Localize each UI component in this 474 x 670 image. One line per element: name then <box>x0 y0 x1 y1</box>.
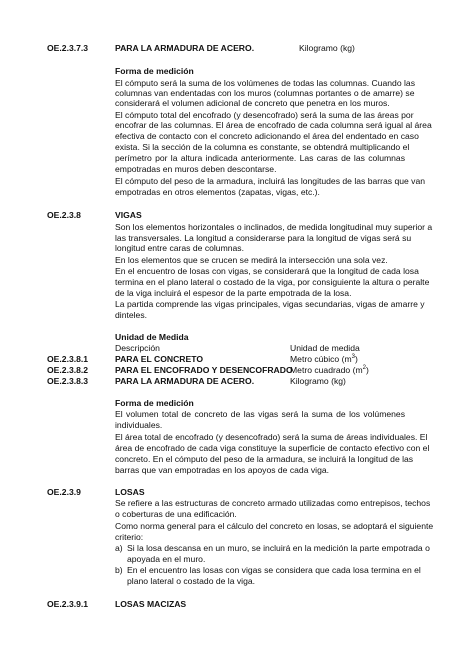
paragraph-line: barras que van empotradas en los apoyos de cada viga. <box>115 465 330 475</box>
paragraph-line: efectiva de contacto con el concreto adicionando el área del endentado en caso <box>115 131 419 141</box>
section-title: LOSAS MACIZAS <box>115 599 187 609</box>
table-row-desc: PARA LA ARMADURA DE ACERO. <box>115 376 255 386</box>
paragraph-line: El cómputo será la suma de los volúmenes de todas las columnas. Cuando las <box>115 78 415 88</box>
list-item-line: plano lateral o costado de la viga. <box>127 576 256 586</box>
paragraph-line: Son los elementos horizontales o inclinados, de medida longitudinal muy superior a <box>115 222 433 232</box>
paragraph-line: empotradas en muros deben descontarse. <box>115 164 277 174</box>
paragraph-line: columnas van endentadas con los muros (columnas portantes o de amarre) se <box>115 88 415 98</box>
paragraph-line: individuales. <box>115 420 163 430</box>
list-marker: a) <box>115 543 123 553</box>
table-row-code: OE.2.3.8.3 <box>47 376 89 386</box>
paragraph-line: Se refiere a las estructuras de concreto armado utilizadas como entrepisos, techos <box>115 498 431 508</box>
paragraph-line: termina en el plano lateral o costado de la viga, por consiguiente la altura o peralte <box>115 277 430 287</box>
table-row-unit: Kilogramo (kg) <box>290 376 346 386</box>
paragraph-line: La partida comprende las vigas principales, vigas secundarias, vigas de amarre y <box>115 299 425 309</box>
paragraph-line: criterio: <box>115 532 144 542</box>
section-title: VIGAS <box>115 210 142 220</box>
forma-medicion-heading: Forma de medición <box>115 66 194 76</box>
list-marker: b) <box>115 565 123 575</box>
paragraph-line: las transversales. La longitud a considerarse para la longitud de vigas será su <box>115 233 412 243</box>
table-row-code: OE.2.3.8.1 <box>47 354 89 364</box>
section-code: OE.2.3.9.1 <box>47 599 89 609</box>
table-header-description: Descripción <box>115 343 160 353</box>
paragraph-line: El área total de encofrado (y desencofrado) será la suma de áreas individuales. El <box>115 432 428 442</box>
section-title: LOSAS <box>115 487 145 497</box>
table-row-code: OE.2.3.8.2 <box>47 365 89 375</box>
section-unit: Kilogramo (kg) <box>299 43 355 53</box>
forma-medicion-heading: Forma de medición <box>115 398 194 408</box>
list-item-line: apoyada en el muro. <box>127 554 206 564</box>
table-row-unit: Metro cuadrado $(m^2)$ <box>290 365 369 375</box>
paragraph-line: concreto. En el cómputo del peso de la armadura, se incluirá la longitud de las <box>115 454 414 464</box>
paragraph-line: empotradas en otros elementos (zapatas, vigas, etc.). <box>115 187 320 197</box>
paragraph-line: longitud entre caras de columnas. <box>115 243 244 253</box>
paragraph-line: El cómputo del peso de la armadura, incluirá las longitudes de las barras que van <box>115 176 426 186</box>
list-item-line: Si la losa descansa en un muro, se incluirá en la medición la parte empotrada o <box>127 543 430 553</box>
paragraph-line: El volumen total de concreto de las vigas será la suma de los volúmenes <box>115 409 405 419</box>
paragraph-line: considerará el volumen adicional de concreto que penetra en los muros. <box>115 98 390 108</box>
section-title: PARA LA ARMADURA DE ACERO. <box>115 43 255 53</box>
table-header-unit: Unidad de medida <box>290 343 360 353</box>
table-row-desc: PARA EL CONCRETO <box>115 354 204 364</box>
table-row-desc: PARA EL ENCOFRADO Y DESENCOFRADO <box>115 365 293 375</box>
paragraph-line: o coberturas de una edificación. <box>115 509 237 519</box>
paragraph-line: El cómputo total del encofrado (y desencofrado) será la suma de las áreas por <box>115 110 414 120</box>
paragraph-line: perímetro por la altura indicada anteriormente. Las caras de las columnas <box>115 153 405 163</box>
paragraph-line: encofrar de las columnas. El área de encofrado de cada columna será igual al área <box>115 120 432 130</box>
section-code: OE.2.3.9 <box>47 487 81 497</box>
section-code: OE.2.3.8 <box>47 210 81 220</box>
table-row-unit: Metro cúbico $(m^3)$ <box>290 354 358 364</box>
paragraph-line: área de encofrado de cada viga constituye la superficie de contacto efectivo con el <box>115 443 430 453</box>
paragraph-line: En el encuentro de losas con vigas, se considerará que la longitud de cada losa <box>115 266 419 276</box>
paragraph-line: Como norma general para el cálculo del concreto en losas, se adoptará el siguiente <box>115 521 434 531</box>
list-item-line: En el encuentro las losas con vigas se considera que cada losa termina en el <box>127 565 421 575</box>
unidad-medida-heading: Unidad de Medida <box>115 332 189 342</box>
paragraph-line: dinteles. <box>115 310 148 320</box>
section-code: OE.2.3.7.3 <box>47 43 89 53</box>
paragraph-line: En los elementos que se crucen se medirá la intersección una sola vez. <box>115 255 388 265</box>
paragraph-line: de la viga incluirá el espesor de la parte empotrada de la losa. <box>115 288 352 298</box>
paragraph-line: exista. Si la sección de la columna es constante, se obtendrá multiplicando el <box>115 142 410 152</box>
